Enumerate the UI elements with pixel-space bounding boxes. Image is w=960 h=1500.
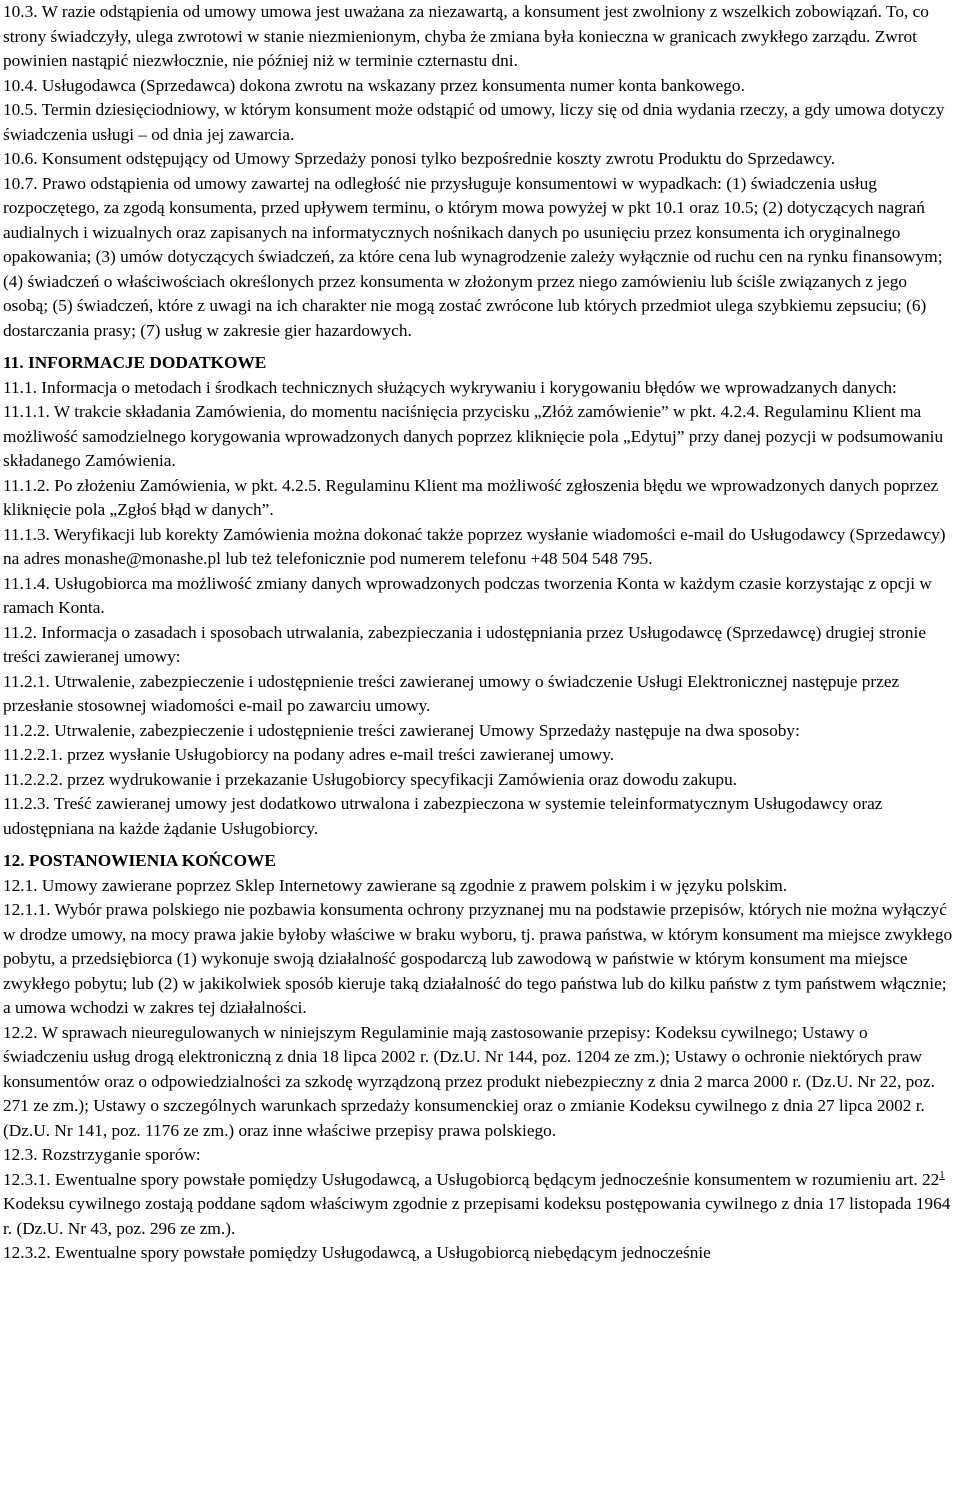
section-12-heading: 12. POSTANOWIENIA KOŃCOWE: [3, 851, 276, 870]
paragraph-11-1: 11.1. Informacja o metodach i środkach technicznych służących wykrywaniu i korygowaniu błędów we wprowadzanych danych:: [3, 377, 897, 397]
paragraph-11-2-2: 11.2.2. Utrwalenie, zabezpieczenie i udostępnienie treści zawieranej Umowy Sprzedaży następuje na dwa sposoby:: [3, 720, 800, 740]
paragraph-11-2: 11.2. Informacja o zasadach i sposobach utrwalania, zabezpieczania i udostępniania przez Usługodawcę (Sprzedawcę) drugiej stronie treści zawieranej umowy:: [3, 622, 927, 666]
paragraph-10-6: 10.6. Konsument odstępujący od Umowy Sprzedaży ponosi tylko bezpośrednie koszty zwrotu Produktu do Sprzedawcy.: [3, 149, 836, 168]
paragraph-11-2-1: 11.2.1. Utrwalenie, zabezpieczenie i udostępnienie treści zawieranej umowy o świadczenie Usługi Elektronicznej następuje przez przesłanie stosownej wiadomości e-mail po zawarciu umowy.: [3, 671, 900, 715]
paragraph-11-1-2: 11.1.2. Po złożeniu Zamówienia, w pkt. 4.2.5. Regulaminu Klient ma możliwość zgłoszenia błędu we wprowadzonych danych poprzez kliknięcie pola „Zgłoś błąd w danych”.: [3, 475, 939, 519]
paragraph-12-3-1: [3, 1168, 954, 1242]
paragraph-10-4: 10.4. Usługodawca (Sprzedawca) dokona zwrotu na wskazany przez konsumenta numer konta bankowego.: [3, 75, 745, 95]
paragraph-10-3: 10.3. W razie odstąpienia od umowy umowa jest uważana za niezawartą, a konsument jest zwolniony z wszelkich zobowiązań. To, co strony świadczyły, ulega zwrotowi w stanie niezmienionym, chyba że zmiana była konieczna w granicach zwykłego zarządu. Zwrot powinien nastąpić niezwłocznie, nie później niż w terminie czternastu dni.: [3, 2, 929, 70]
paragraph-11-1-1: 11.1.1. W trakcie składania Zamówienia, do momentu naciśnięcia przycisku „Złóż zamówienie” w pkt. 4.2.4. Regulaminu Klient ma możliwość samodzielnego korygowania wprowadzonych danych poprzez kliknięcie pola „Edytuj” przy danej pozycji w podsumowaniu składanego Zamówienia.: [3, 402, 944, 470]
paragraph-11-2-2-1: 11.2.2.1. przez wysłanie Usługobiorcy na podany adres e-mail treści zawieranej umowy.: [3, 745, 615, 764]
paragraph-10-5: 10.5. Termin dziesięciodniowy, w którym konsument może odstąpić od umowy, liczy się od dnia wydania rzeczy, a gdy umowa dotyczy świadczenia usługi – od dnia jej zawarcia.: [3, 100, 945, 144]
paragraph-12-3-1-text-b: Kodeksu cywilnego zostają poddane sądom właściwym zgodnie z przepisami kodeksu postępowania cywilnego z dnia 17 listopada 1964 r. (Dz.U. Nr 43, poz. 296 ze zm.).: [3, 1194, 951, 1238]
paragraph-12-2: 12.2. W sprawach nieuregulowanych w niniejszym Regulaminie mają zastosowanie przepisy: Kodeksu cywilnego; Ustawy o świadczeniu usług drogą elektroniczną z dnia 18 lipca 2002 r. (Dz.U. Nr 144, poz. 1204 ze zm.); Ustawy o ochronie niektórych praw konsumentów oraz o odpowiedzialności za szkodę wyrządzoną przez produkt niebezpieczny z dnia 2 marca 2000 r. (Dz.U. Nr 22, poz. 271 ze zm.); Ustawy o szczególnych warunkach sprzedaży konsumenckiej oraz o zmianie Kodeksu cywilnego z dnia 27 lipca 2002 r. (Dz.U. Nr 141, poz. 1176 ze zm.) oraz inne właściwe przepisy prawa polskiego.: [3, 1022, 935, 1140]
paragraph-11-1-3: 11.1.3. Weryfikacji lub korekty Zamówienia można dokonać także poprzez wysłanie wiadomości e-mail do Usługodawcy (Sprzedawcy) na adres monashe@monashe.pl lub też telefonicznie pod numerem telefonu +48 504 548 795.: [3, 524, 946, 568]
paragraph-11-2-3: 11.2.3. Treść zawieranej umowy jest dodatkowo utrwalona i zabezpieczona w systemie teleinformatycznym Usługodawcy oraz udostępniana na każde żądanie Usługobiorcy.: [3, 794, 883, 838]
paragraph-11-2-2-2: 11.2.2.2. przez wydrukowanie i przekazanie Usługobiorcy specyfikacji Zamówienia oraz dowodu zakupu.: [3, 769, 738, 789]
paragraph-12-1-1: 12.1.1. Wybór prawa polskiego nie pozbawia konsumenta ochrony przyznanej mu na podstawie przepisów, których nie można wyłączyć w drodze umowy, na mocy prawa jakie byłoby właściwe w braku wyboru, tj. prawa państwa, w którym konsument ma miejsce zwykłego pobytu, a przedsiębiorca (1) wykonuje swoją działalność gospodarczą lub zawodową w państwie w którym konsument ma miejsce zwykłego pobytu; lub (2) w jakikolwiek sposób kieruje taką działalność do tego państwa lub do kilku państw z tym państwem włącznie; a umowa wchodzi w zakres tej działalności.: [3, 900, 953, 1017]
paragraph-11-1-4: 11.1.4. Usługobiorca ma możliwość zmiany danych wprowadzonych podczas tworzenia Konta w każdym czasie korzystając z opcji w ramach Konta.: [3, 573, 932, 617]
paragraph-12-3: 12.3. Rozstrzyganie sporów:: [3, 1145, 201, 1164]
paragraph-12-3-2: 12.3.2. Ewentualne spory powstałe pomiędzy Usługodawcą, a Usługobiorcą niebędącym jednocześnie: [3, 1243, 711, 1262]
footnote-superscript: 1: [939, 1168, 945, 1181]
paragraph-12-3-1-text-a: 12.3.1. Ewentualne spory powstałe pomiędzy Usługodawcą, a Usługobiorcą będącym jednocześnie konsumentem w rozumieniu art. 22: [3, 1169, 940, 1189]
section-11-heading: 11. INFORMACJE DODATKOWE: [3, 353, 267, 372]
paragraph-10-7: 10.7. Prawo odstąpienia od umowy zawartej na odległość nie przysługuje konsumentowi w wypadkach: (1) świadczenia usług rozpoczętego, za zgodą konsumenta, przed upływem terminu, o którym mowa powyżej w pkt 10.1 oraz 10.5; (2) dotyczących nagrań audialnych i wizualnych oraz zapisanych na informatycznych nośnikach danych po usunięciu przez konsumenta ich oryginalnego opakowania; (3) umów dotyczących świadczeń, za które cena lub wynagrodzenie zależy wyłącznie od ruchu cen na rynku finansowym; (4) świadczeń o właściwościach określonych przez konsumenta w złożonym przez niego zamówieniu lub ściśle związanych z jego osobą; (5) świadczeń, które z uwagi na ich charakter nie mogą zostać zwrócone lub których przedmiot ulega szybkiemu zepsuciu; (6) dostarczania prasy; (7) usług w zakresie gier hazardowych.: [3, 173, 943, 340]
paragraph-12-1: 12.1. Umowy zawierane poprzez Sklep Internetowy zawierane są zgodnie z prawem polskim i w języku polskim.: [3, 875, 788, 895]
